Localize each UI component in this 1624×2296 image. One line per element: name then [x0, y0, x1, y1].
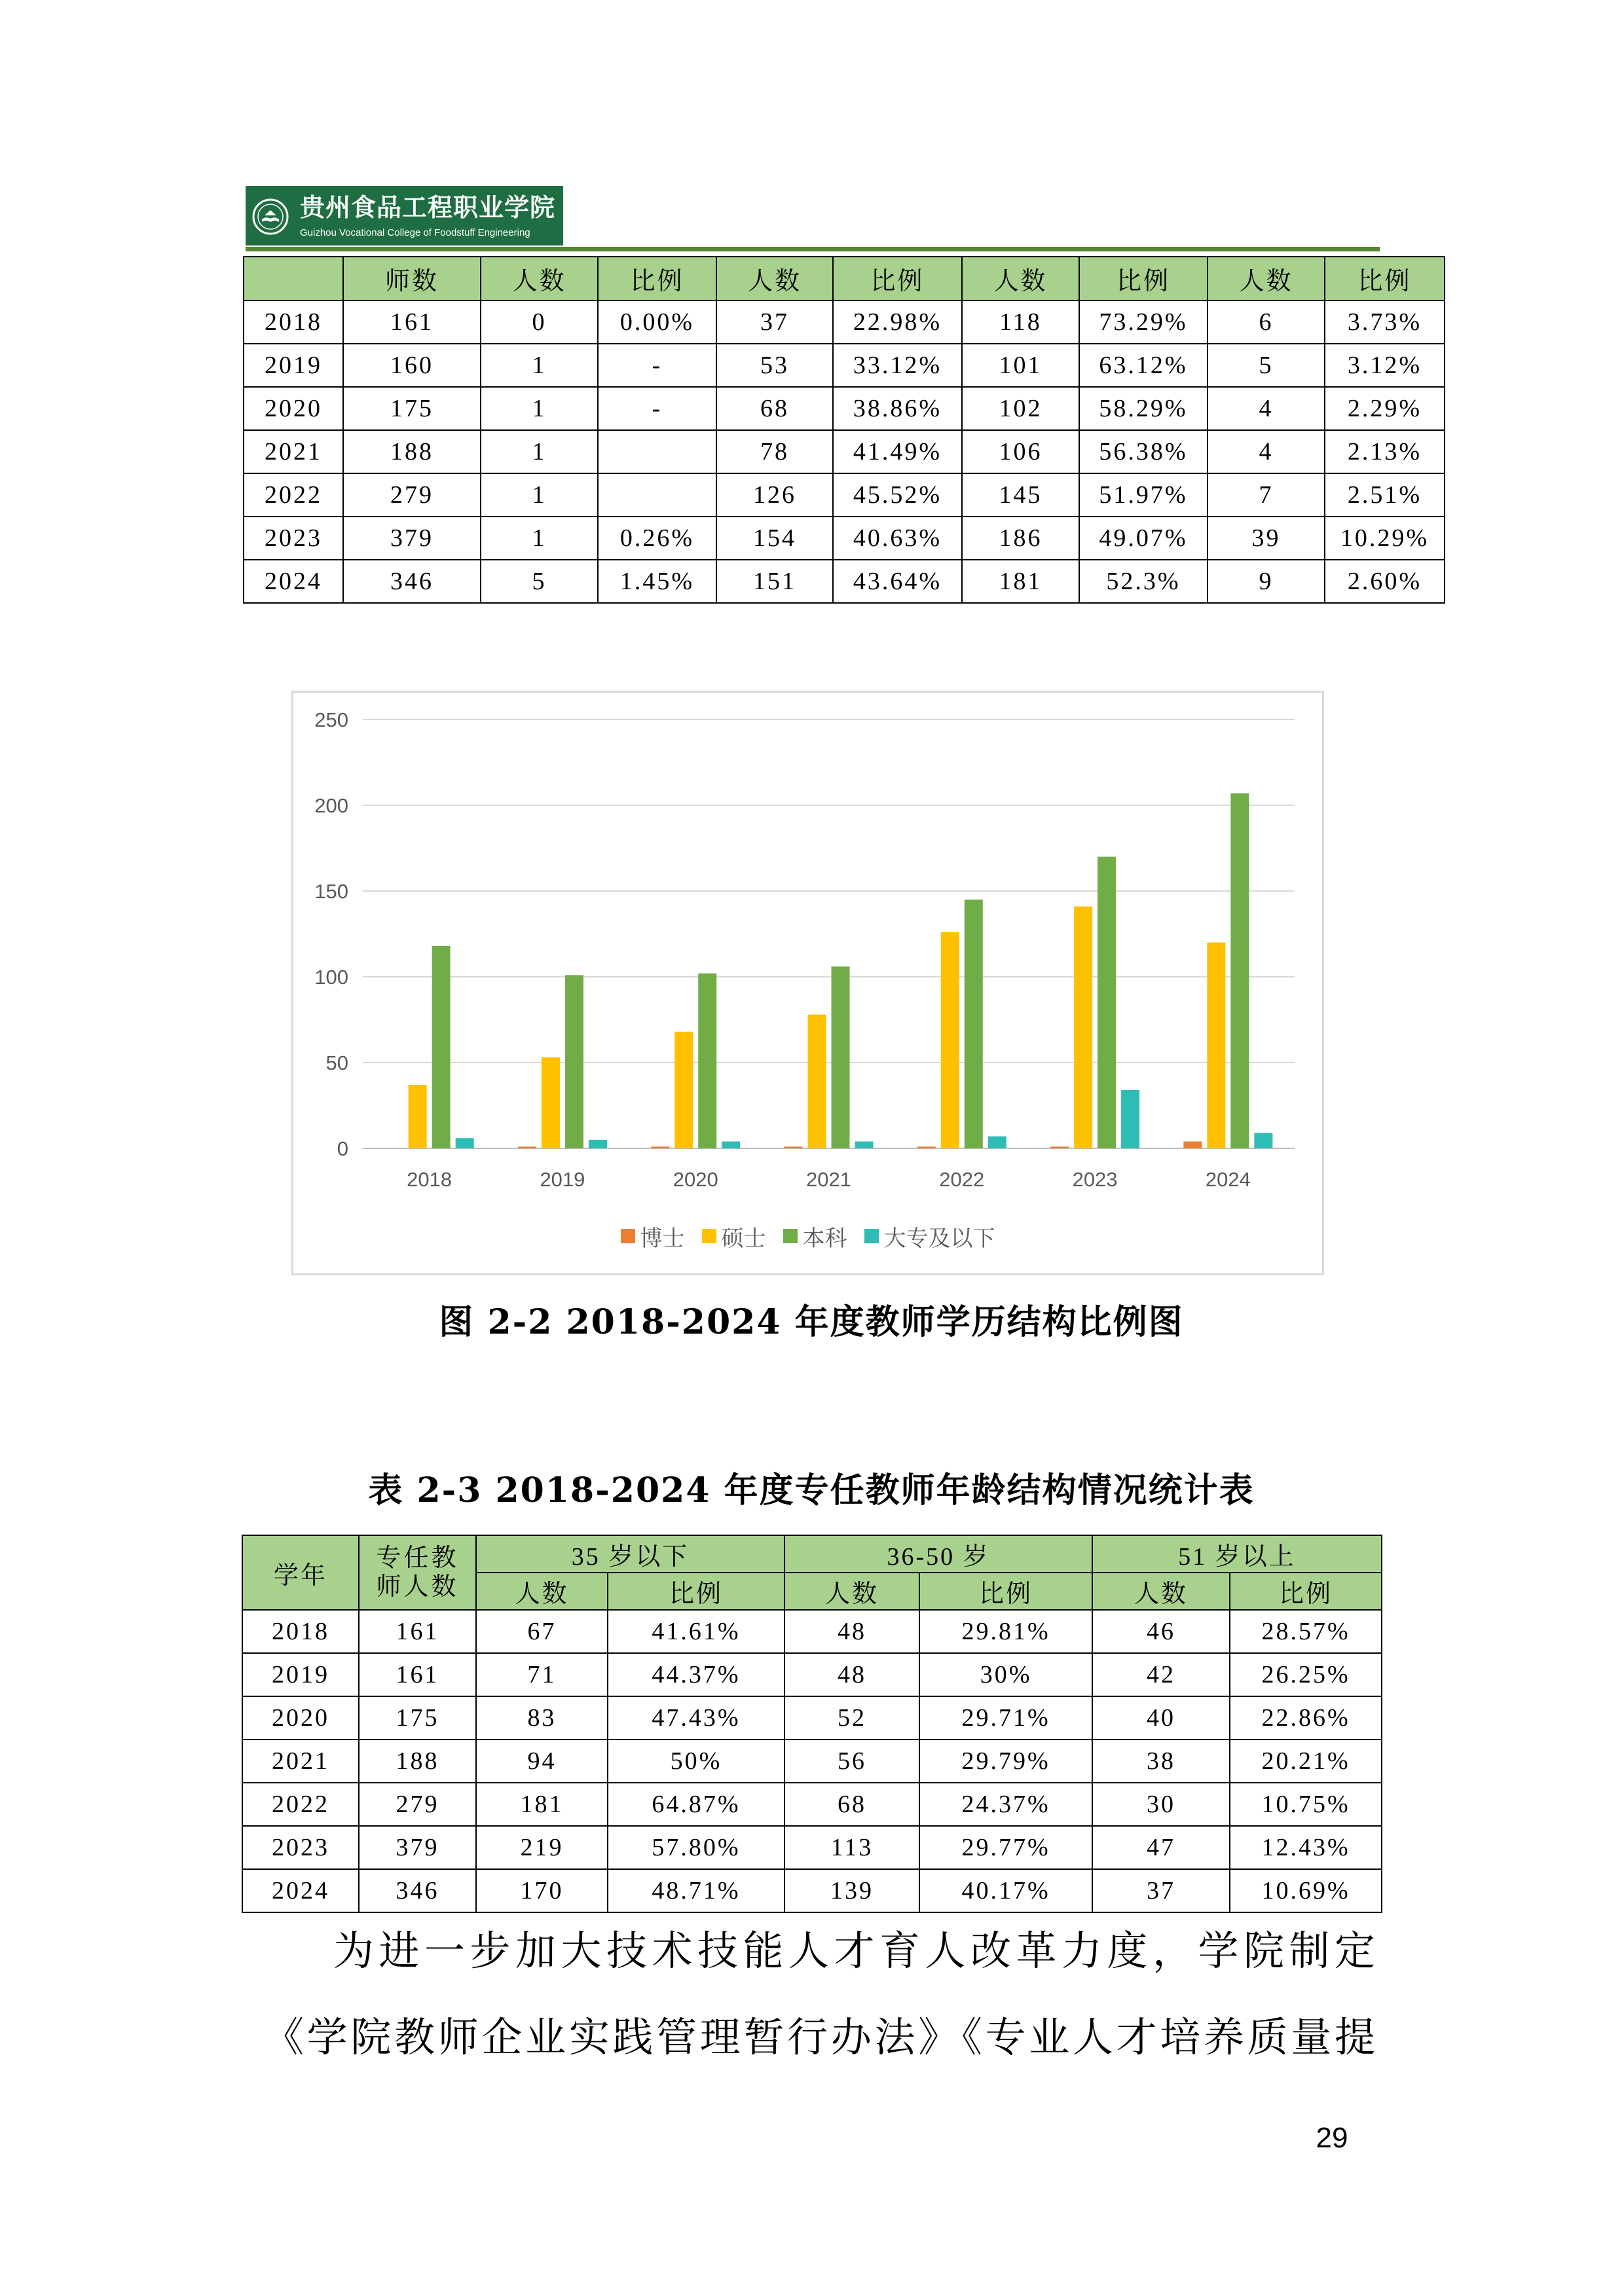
chart-plot-area [293, 693, 1322, 1273]
table-cell: 78 [716, 430, 833, 473]
table-cell: 40.63% [833, 517, 962, 560]
table-row [244, 430, 1445, 473]
column-header: 师数 [343, 257, 481, 301]
legend-swatch [702, 1229, 716, 1243]
table-cell: 1 [481, 517, 598, 560]
table-cell: 45.52% [833, 473, 962, 517]
table-cell: 1.45% [598, 560, 716, 603]
header-divider [246, 247, 1380, 251]
college-name: 贵州食品工程职业学院 [300, 192, 556, 222]
table-row [244, 473, 1445, 517]
table-cell: 9 [1208, 560, 1325, 603]
table-cell: 52 [784, 1696, 919, 1740]
table-cell: 151 [716, 560, 833, 603]
table-cell: 0 [481, 301, 598, 344]
column-header: 人数 [1208, 257, 1325, 301]
table-cell: 2023 [242, 1826, 359, 1869]
y-tick-label: 200 [314, 794, 348, 817]
bar-series-3-2022 [988, 1137, 1006, 1148]
bar-series-0-2021 [784, 1146, 803, 1148]
bar-series-2-2022 [965, 900, 983, 1148]
table-row [242, 1696, 1382, 1740]
table-cell: 2023 [244, 517, 343, 560]
table-cell: 181 [476, 1783, 608, 1826]
table-cell: 188 [359, 1740, 476, 1783]
table-cell: 38 [1092, 1740, 1230, 1783]
table-cell: 7 [1208, 473, 1325, 517]
table-cell: 346 [359, 1869, 476, 1912]
table-cell: 279 [359, 1783, 476, 1826]
table-row [244, 517, 1445, 560]
table-cell: 10.69% [1230, 1869, 1382, 1912]
table-cell: 102 [962, 387, 1079, 430]
table-cell: 63.12% [1079, 344, 1208, 387]
table-cell: 139 [784, 1869, 919, 1912]
college-emblem-icon [251, 198, 289, 236]
bar-series-0-2019 [518, 1146, 536, 1148]
bar-series-1-2024 [1207, 943, 1225, 1148]
table-cell: 41.49% [833, 430, 962, 473]
table-cell: 51.97% [1079, 473, 1208, 517]
table-row [244, 560, 1445, 603]
header-row [244, 257, 1445, 301]
college-logo-banner [246, 186, 563, 246]
table-cell: 175 [359, 1696, 476, 1740]
table-cell: 22.98% [833, 301, 962, 344]
column-header: 人数 [716, 257, 833, 301]
bar-series-0-2022 [917, 1146, 936, 1148]
table-cell: 43.64% [833, 560, 962, 603]
table-cell: 2.51% [1325, 473, 1445, 517]
table-cell: 12.43% [1230, 1826, 1382, 1869]
table-cell: 57.80% [608, 1826, 784, 1869]
table-cell: 68 [716, 387, 833, 430]
x-tick-label: 2018 [407, 1168, 452, 1191]
table-cell: 20.21% [1230, 1740, 1382, 1783]
table-row [244, 387, 1445, 430]
legend-item [621, 1220, 685, 1252]
column-group-header: 51 岁以上 [1092, 1535, 1382, 1573]
bar-series-0-2020 [651, 1146, 669, 1148]
y-tick-label: 50 [325, 1051, 348, 1074]
table-cell: 73.29% [1079, 301, 1208, 344]
x-tick-label: 2020 [673, 1168, 718, 1191]
table-cell: 2021 [244, 430, 343, 473]
page-number: 29 [1316, 2122, 1348, 2154]
legend-swatch [864, 1229, 879, 1243]
table-cell: 4 [1208, 430, 1325, 473]
table-cell: 48.71% [608, 1869, 784, 1912]
y-tick-label: 0 [337, 1137, 348, 1160]
table-cell: - [598, 387, 716, 430]
table-cell: 50% [608, 1740, 784, 1783]
table-cell: 0.00% [598, 301, 716, 344]
table-cell: 6 [1208, 301, 1325, 344]
bar-series-2-2019 [565, 975, 583, 1148]
x-tick-label: 2023 [1072, 1168, 1118, 1191]
table-cell: 346 [343, 560, 481, 603]
legend-swatch [621, 1229, 635, 1243]
table-cell: 3.73% [1325, 301, 1445, 344]
table-cell: 126 [716, 473, 833, 517]
table-cell: 37 [1092, 1869, 1230, 1912]
chart-legend [293, 1222, 1322, 1250]
table-cell: 2020 [242, 1696, 359, 1740]
table-cell: 58.29% [1079, 387, 1208, 430]
table-cell: 29.71% [919, 1696, 1092, 1740]
legend-item [864, 1220, 995, 1252]
bar-series-1-2019 [542, 1057, 560, 1148]
column-group-header: 35 岁以下 [476, 1535, 784, 1573]
education-structure-chart [291, 691, 1324, 1275]
bar-series-2-2018 [432, 946, 451, 1148]
table-cell: 161 [359, 1610, 476, 1653]
table-cell: 279 [343, 473, 481, 517]
table-row [242, 1610, 1382, 1653]
y-tick-label: 100 [314, 966, 348, 989]
table-cell: 46 [1092, 1610, 1230, 1653]
table-cell: 2020 [244, 387, 343, 430]
table-cell: 2019 [242, 1653, 359, 1696]
column-header: 比例 [833, 257, 962, 301]
table-cell: 67 [476, 1610, 608, 1653]
bar-series-1-2018 [409, 1085, 427, 1148]
table-cell: 175 [343, 387, 481, 430]
legend-swatch [783, 1229, 798, 1243]
table-cell: 71 [476, 1653, 608, 1696]
table-cell: 2022 [242, 1783, 359, 1826]
table-cell: 26.25% [1230, 1653, 1382, 1696]
legend-label: 本科 [802, 1225, 847, 1252]
table-cell: 2.60% [1325, 560, 1445, 603]
table-cell: 29.81% [919, 1610, 1092, 1653]
x-tick-label: 2019 [540, 1168, 585, 1191]
header-row [242, 1535, 1382, 1573]
bar-series-2-2021 [832, 966, 850, 1148]
table-cell: 2.13% [1325, 430, 1445, 473]
table-cell: 52.3% [1079, 560, 1208, 603]
table-cell [598, 473, 716, 517]
legend-item [702, 1220, 766, 1252]
legend-item [783, 1220, 847, 1252]
figure-caption: 图 2-2 2018-2024 年度教师学历结构比例图 [439, 1302, 1184, 1342]
table-cell: 1 [481, 387, 598, 430]
table-cell: 186 [962, 517, 1079, 560]
column-header: 比例 [1325, 257, 1445, 301]
table-cell: 1 [481, 473, 598, 517]
table-cell: 219 [476, 1826, 608, 1869]
table-cell: 47 [1092, 1826, 1230, 1869]
y-tick-label: 250 [314, 708, 348, 731]
table-cell: 2019 [244, 344, 343, 387]
table-cell: 379 [359, 1826, 476, 1869]
age-structure-table [242, 1535, 1382, 1913]
column-header-year: 学年 [242, 1535, 359, 1610]
table-row [242, 1653, 1382, 1696]
table-cell: 10.29% [1325, 517, 1445, 560]
table-cell: 1 [481, 430, 598, 473]
table-cell: 44.37% [608, 1653, 784, 1696]
table-row [242, 1826, 1382, 1869]
table-cell: 33.12% [833, 344, 962, 387]
legend-label: 硕士 [721, 1225, 766, 1252]
table-cell: 39 [1208, 517, 1325, 560]
table-cell: 41.61% [608, 1610, 784, 1653]
table-cell: - [598, 344, 716, 387]
table-cell: 2024 [244, 560, 343, 603]
table-row [242, 1869, 1382, 1912]
table-cell: 37 [716, 301, 833, 344]
table-cell [598, 430, 716, 473]
table-cell: 29.79% [919, 1740, 1092, 1783]
table-cell: 145 [962, 473, 1079, 517]
bar-series-2-2024 [1230, 793, 1249, 1148]
table-cell: 154 [716, 517, 833, 560]
table-cell: 3.12% [1325, 344, 1445, 387]
table-cell: 113 [784, 1826, 919, 1869]
table-cell: 2021 [242, 1740, 359, 1783]
table-cell: 83 [476, 1696, 608, 1740]
column-header-teachers [359, 1535, 476, 1610]
column-header: 比例 [919, 1573, 1092, 1610]
table-cell: 160 [343, 344, 481, 387]
table-cell: 30 [1092, 1783, 1230, 1826]
bar-series-2-2023 [1098, 857, 1116, 1148]
column-header: 人数 [1092, 1573, 1230, 1610]
table-row [242, 1783, 1382, 1826]
legend-label: 大专及以下 [883, 1225, 995, 1252]
table-cell: 28.57% [1230, 1610, 1382, 1653]
x-tick-label: 2022 [939, 1168, 985, 1191]
column-header: 人数 [476, 1573, 608, 1610]
table-cell: 10.75% [1230, 1783, 1382, 1826]
table-cell: 94 [476, 1740, 608, 1783]
table-cell: 2024 [242, 1869, 359, 1912]
table-cell: 29.77% [919, 1826, 1092, 1869]
bar-series-3-2021 [855, 1142, 874, 1148]
table-cell: 181 [962, 560, 1079, 603]
table-cell: 47.43% [608, 1696, 784, 1740]
table-cell: 161 [343, 301, 481, 344]
bar-series-1-2023 [1074, 907, 1092, 1148]
table-cell: 30% [919, 1653, 1092, 1696]
table-title: 表 2-3 2018-2024 年度专任教师年龄结构情况统计表 [368, 1470, 1255, 1510]
table-cell: 1 [481, 344, 598, 387]
table-cell: 22.86% [1230, 1696, 1382, 1740]
table-cell: 101 [962, 344, 1079, 387]
table-cell: 5 [481, 560, 598, 603]
legend-label: 博士 [640, 1225, 685, 1252]
column-header: 人数 [962, 257, 1079, 301]
bar-series-3-2019 [589, 1140, 607, 1148]
table-cell: 53 [716, 344, 833, 387]
bar-series-1-2021 [808, 1015, 826, 1148]
table-cell: 379 [343, 517, 481, 560]
table-cell: 56.38% [1079, 430, 1208, 473]
table-cell: 188 [343, 430, 481, 473]
table-cell: 68 [784, 1783, 919, 1826]
column-header: 比例 [1230, 1573, 1382, 1610]
column-header: 比例 [598, 257, 716, 301]
table-row [244, 344, 1445, 387]
table-cell: 42 [1092, 1653, 1230, 1696]
table-cell: 48 [784, 1653, 919, 1696]
paragraph-line: 为进一步加大技术技能人才育人改革力度，学院制定 [333, 1927, 1375, 1975]
table-cell: 161 [359, 1653, 476, 1696]
column-header-label: 专任教师人数 [376, 1544, 459, 1601]
column-header: 人数 [784, 1573, 919, 1610]
education-structure-table [243, 256, 1445, 604]
x-tick-label: 2021 [806, 1168, 851, 1191]
bar-series-3-2024 [1254, 1133, 1272, 1148]
column-header [244, 257, 343, 301]
table-row [244, 301, 1445, 344]
bar-series-3-2018 [456, 1138, 474, 1148]
table-cell: 64.87% [608, 1783, 784, 1826]
column-group-header: 36-50 岁 [784, 1535, 1092, 1573]
column-header: 人数 [481, 257, 598, 301]
table-cell: 2018 [244, 301, 343, 344]
table-cell: 170 [476, 1869, 608, 1912]
bar-series-1-2022 [941, 932, 959, 1148]
bar-series-3-2020 [722, 1142, 740, 1148]
bar-series-0-2024 [1183, 1142, 1202, 1148]
table-cell: 48 [784, 1610, 919, 1653]
bar-series-1-2020 [674, 1032, 693, 1148]
table-cell: 5 [1208, 344, 1325, 387]
table-cell: 2018 [242, 1610, 359, 1653]
bar-series-0-2023 [1050, 1146, 1069, 1148]
table-cell: 24.37% [919, 1783, 1092, 1826]
x-tick-label: 2024 [1205, 1168, 1251, 1191]
y-tick-label: 150 [314, 880, 348, 903]
column-header: 比例 [1079, 257, 1208, 301]
bar-series-3-2023 [1121, 1090, 1139, 1148]
table-cell: 0.26% [598, 517, 716, 560]
bar-series-2-2020 [698, 974, 716, 1148]
table-cell: 49.07% [1079, 517, 1208, 560]
table-cell: 40.17% [919, 1869, 1092, 1912]
table-cell: 38.86% [833, 387, 962, 430]
column-header: 比例 [608, 1573, 784, 1610]
table-cell: 56 [784, 1740, 919, 1783]
table-cell: 2022 [244, 473, 343, 517]
paragraph-line: 《学院教师企业实践管理暂行办法》《专业人才培养质量提 [263, 2013, 1375, 2061]
table-cell: 118 [962, 301, 1079, 344]
table-cell: 106 [962, 430, 1079, 473]
table-cell: 4 [1208, 387, 1325, 430]
table-row [242, 1740, 1382, 1783]
college-english-name: Guizhou Vocational College of Foodstuff Engineering [300, 227, 530, 238]
table-cell: 2.29% [1325, 387, 1445, 430]
table-cell: 40 [1092, 1696, 1230, 1740]
